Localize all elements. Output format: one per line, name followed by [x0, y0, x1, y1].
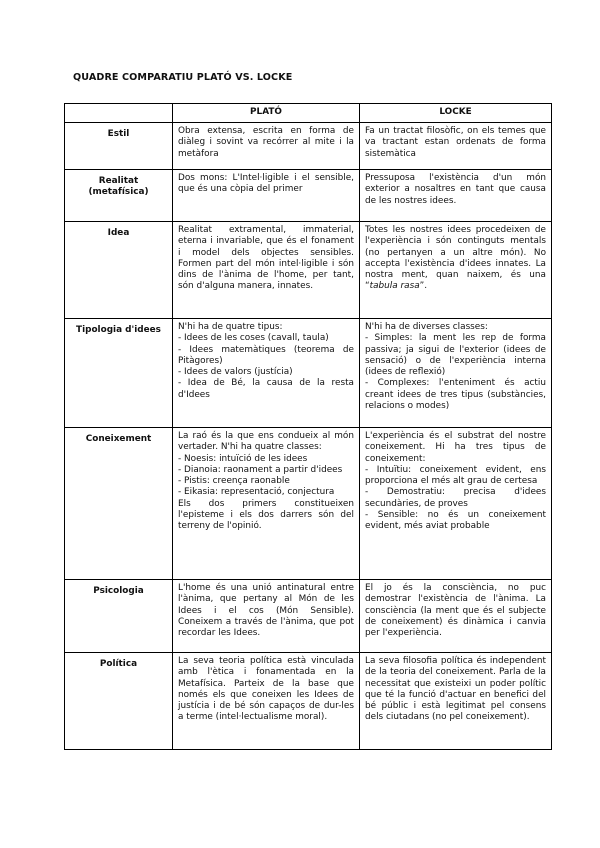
row-heading: Tipologia d'idees — [65, 319, 173, 428]
table-row-coneixement — [65, 428, 552, 580]
table-row-politica — [65, 653, 552, 750]
row-heading: Estil — [65, 123, 173, 170]
locke-cell: N'hi ha de diverses classes: - Simples: la ment les rep de forma passiva; ja sigui de l'exterior (idees de sensació) o de l'experiència interna (idees de reflexió) - Complexes: l'enteniment és actiu creant idees de tres tipus (substàncies, relacions o modes) — [360, 319, 552, 428]
locke-cell: Fa un tractat filosòfic, on els temes que va tractant estan ordenats de forma sistemàtica — [360, 123, 552, 170]
table-row-psicologia — [65, 580, 552, 653]
table-row-tipologia — [65, 319, 552, 428]
plato-cell: La raó és la que ens condueix al món vertader. N'hi ha quatre classes: - Noesis: intuïció de les idees - Dianoia: raonament a partir d'idees - Pistis: creença raonable - Eikasia: representació, conjectura Els dos primers constitueixen l'episteme i els dos darrers són del terreny de l'opinió. — [173, 428, 360, 580]
plato-cell: Realitat extramental, immaterial, eterna i invariable, que és el fonament i model dels objectes sensibles. Formen part del món intel·ligible i són dins de l'ànima de l'home, per tant, són d'alguna manera, innates. — [173, 222, 360, 319]
plato-cell: Obra extensa, escrita en forma de diàleg i sovint va recórrer al mite i la metàfora — [173, 123, 360, 170]
row-heading: Política — [65, 653, 173, 750]
comparison-table — [64, 103, 552, 750]
row-heading: Idea — [65, 222, 173, 319]
header-plato: PLATÓ — [173, 104, 360, 123]
plato-cell: N'hi ha de quatre tipus: - Idees de les coses (cavall, taula) - Idees matemàtiques (teorema de Pitàgores) - Idees de valors (justícia) - Idea de Bé, la causa de la resta d'Idees — [173, 319, 360, 428]
table-row-realitat — [65, 170, 552, 222]
plato-cell: L'home és una unió antinatural entre l'ànima, que pertany al Món de les Idees i el cos (Món Sensible). Coneixem a través de l'ànima, que pot recordar les Idees. — [173, 580, 360, 653]
locke-cell: El jo és la consciència, no puc demostrar l'existència de l'ànima. La consciència (la ment que és el subjecte de coneixement) és dinàmica i canvia per l'experiència. — [360, 580, 552, 653]
tabula-rasa-emphasis: tabula rasa — [369, 281, 420, 292]
row-heading: Coneixement — [65, 428, 173, 580]
row-heading: Psicologia — [65, 580, 173, 653]
locke-cell: L'experiència és el substrat del nostre coneixement. Hi ha tres tipus de coneixement: - Intuïtiu: coneixement evident, ens proporciona el més alt grau de certesa - Demostratiu: precisa d'idees secundàries, de proves - Sensible: no és un coneixement evident, més aviat probable — [360, 428, 552, 580]
locke-cell: Totes les nostres idees procedeixen de l'experiència i són continguts mentals (no pertanyen a un altre món). No accepta l'existència d'idees innates. La nostra ment, quan naixem, és una “tabula rasa”. — [360, 222, 552, 319]
locke-cell: La seva filosofia política és independent de la teoria del coneixement. Parla de la necessitat que existeixi un poder polític que té la funció d'actuar en benefici del bé públic i està legitimat pel consens dels ciutadans (no pel coneixement). — [360, 653, 552, 750]
locke-cell: Pressuposa l'existència d'un món exterior a nosaltres en tant que causa de les nostres idees. — [360, 170, 552, 222]
plato-cell: La seva teoria política està vinculada amb l'ètica i fonamentada en la Metafísica. Parteix de la base que només els que coneixen les Idees de justícia i de bé són capaços de dur-les a terme (intel·lectualisme moral). — [173, 653, 360, 750]
header-empty-cell — [65, 104, 173, 123]
document-title: QUADRE COMPARATIU PLATÓ VS. LOCKE — [73, 72, 293, 83]
table-header-row — [65, 104, 552, 123]
header-locke: LOCKE — [360, 104, 552, 123]
row-heading: Realitat (metafísica) — [65, 170, 173, 222]
table-row-idea — [65, 222, 552, 319]
table-row-estil — [65, 123, 552, 170]
plato-cell: Dos mons: L'Intel·ligible i el sensible, que és una còpia del primer — [173, 170, 360, 222]
